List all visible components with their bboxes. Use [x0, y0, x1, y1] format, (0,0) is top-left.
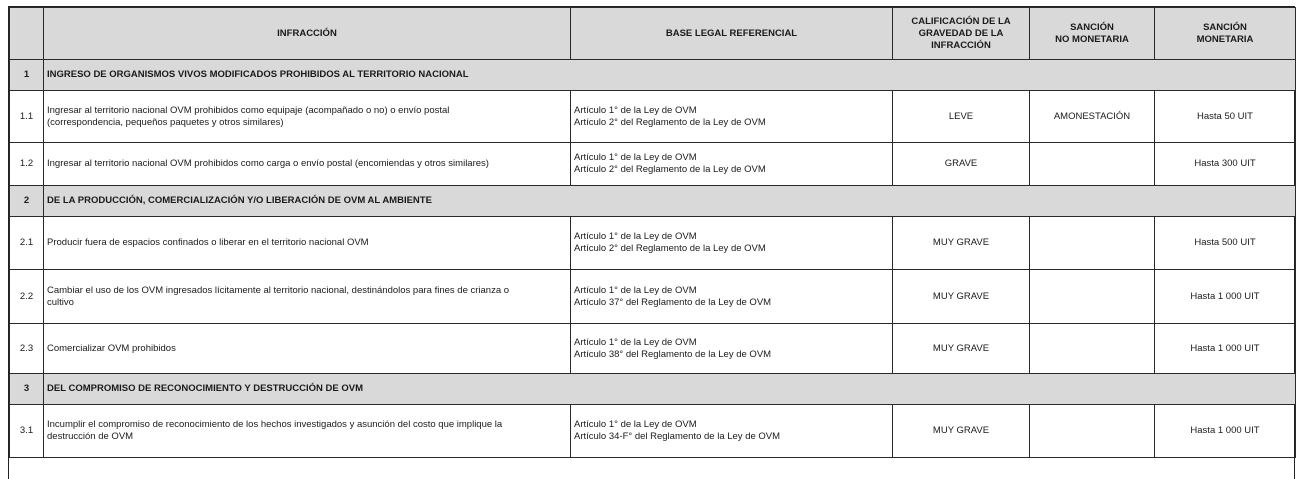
row-base-legal-line1: Artículo 1° de la Ley de OVM — [574, 152, 697, 163]
row-gravedad: MUY GRAVE — [893, 270, 1030, 324]
row-number: 1.2 — [10, 143, 44, 186]
section-title: DE LA PRODUCCIÓN, COMERCIALIZACIÓN Y/O LIBERACIÓN DE OVM AL AMBIENTE — [44, 186, 1296, 217]
row-infraccion — [44, 143, 571, 186]
table-row — [10, 217, 1296, 270]
section-title: INGRESO DE ORGANISMOS VIVOS MODIFICADOS PROHIBIDOS AL TERRITORIO NACIONAL — [44, 60, 1296, 91]
row-sancion-monetaria: Hasta 500 UIT — [1155, 217, 1296, 270]
row-base-legal-line1: Artículo 1° de la Ley de OVM — [574, 231, 697, 242]
header-base-legal: BASE LEGAL REFERENCIAL — [571, 8, 893, 60]
header-calificacion-line2: GRAVEDAD DE LA — [918, 27, 1004, 39]
infractions-table — [9, 7, 1296, 458]
row-sancion-no-monetaria — [1030, 270, 1155, 324]
row-sancion-no-monetaria — [1030, 143, 1155, 186]
row-base-legal — [571, 405, 893, 458]
row-sancion-no-monetaria — [1030, 405, 1155, 458]
row-gravedad: MUY GRAVE — [893, 405, 1030, 458]
table-row — [10, 324, 1296, 374]
section-row — [10, 186, 1296, 217]
row-sancion-monetaria: Hasta 50 UIT — [1155, 91, 1296, 143]
header-row — [10, 8, 1296, 60]
row-sancion-monetaria: Hasta 300 UIT — [1155, 143, 1296, 186]
row-gravedad: MUY GRAVE — [893, 217, 1030, 270]
row-base-legal — [571, 143, 893, 186]
row-infraccion-line1: Ingresar al territorio nacional OVM prohibidos como carga o envío postal (encomiendas y otros similares) — [47, 158, 489, 169]
section-number: 2 — [10, 186, 44, 217]
row-sancion-monetaria: Hasta 1 000 UIT — [1155, 270, 1296, 324]
header-sancion-m-line2: MONETARIA — [1196, 33, 1254, 45]
row-infraccion-line1: Incumplir el compromiso de reconocimiento de los hechos investigados y asunción del costo que implique la — [47, 419, 503, 430]
row-infraccion-line2: cultivo — [47, 296, 74, 308]
row-base-legal-line1: Artículo 1° de la Ley de OVM — [574, 419, 697, 430]
row-base-legal-line2: Artículo 2° del Reglamento de la Ley de OVM — [574, 243, 766, 254]
row-gravedad: GRAVE — [893, 143, 1030, 186]
header-sancion-no-monetaria — [1030, 8, 1155, 60]
row-infraccion — [44, 405, 571, 458]
row-base-legal-line1: Artículo 1° de la Ley de OVM — [574, 284, 697, 296]
row-infraccion-line2: destrucción de OVM — [47, 431, 134, 442]
row-infraccion — [44, 217, 571, 270]
row-infraccion — [44, 91, 571, 143]
row-number: 2.2 — [10, 270, 44, 324]
row-number: 1.1 — [10, 91, 44, 143]
row-infraccion — [44, 324, 571, 374]
row-base-legal-line2: Artículo 2° del Reglamento de la Ley de OVM — [574, 116, 766, 128]
table-row — [10, 143, 1296, 186]
table-row — [10, 405, 1296, 458]
row-infraccion-line1: Comercializar OVM prohibidos — [47, 342, 176, 354]
row-gravedad: MUY GRAVE — [893, 324, 1030, 374]
row-base-legal — [571, 217, 893, 270]
row-sancion-monetaria: Hasta 1 000 UIT — [1155, 324, 1296, 374]
row-infraccion-line1: Ingresar al territorio nacional OVM prohibidos como equipaje (acompañado o no) o envío postal — [47, 104, 450, 116]
row-number: 2.1 — [10, 217, 44, 270]
row-base-legal-line2: Artículo 38° del Reglamento de la Ley de OVM — [574, 348, 772, 360]
header-sancion-nm-line2: NO MONETARIA — [1055, 33, 1129, 45]
header-calificacion-line3: INFRACCIÓN — [931, 39, 991, 51]
row-base-legal-line2: Artículo 2° del Reglamento de la Ley de OVM — [574, 164, 766, 175]
table-row — [10, 270, 1296, 324]
header-calificacion — [893, 8, 1030, 60]
row-base-legal-line1: Artículo 1° de la Ley de OVM — [574, 104, 697, 116]
row-number: 3.1 — [10, 405, 44, 458]
section-title: DEL COMPROMISO DE RECONOCIMIENTO Y DESTRUCCIÓN DE OVM — [44, 374, 1296, 405]
row-sancion-no-monetaria: AMONESTACIÓN — [1030, 91, 1155, 143]
header-sancion-m-line1: SANCIÓN — [1203, 21, 1247, 33]
table-row — [10, 91, 1296, 143]
row-gravedad: LEVE — [893, 91, 1030, 143]
header-sancion-monetaria — [1155, 8, 1296, 60]
header-infraccion: INFRACCIÓN — [44, 8, 571, 60]
row-base-legal-line2: Artículo 37° del Reglamento de la Ley de OVM — [574, 296, 772, 308]
row-infraccion-line1: Producir fuera de espacios confinados o liberar en el territorio nacional OVM — [47, 237, 369, 248]
row-sancion-monetaria: Hasta 1 000 UIT — [1155, 405, 1296, 458]
row-base-legal — [571, 270, 893, 324]
row-infraccion — [44, 270, 571, 324]
row-infraccion-line1: Cambiar el uso de los OVM ingresados lícitamente al territorio nacional, destinándolos para fines de crianza o — [47, 284, 510, 296]
section-number: 3 — [10, 374, 44, 405]
row-base-legal — [571, 324, 893, 374]
header-number — [10, 8, 44, 60]
row-number: 2.3 — [10, 324, 44, 374]
section-row — [10, 60, 1296, 91]
header-sancion-nm-line1: SANCIÓN — [1070, 21, 1114, 33]
row-sancion-no-monetaria — [1030, 217, 1155, 270]
row-base-legal-line2: Artículo 34-F° del Reglamento de la Ley de OVM — [574, 431, 781, 442]
row-base-legal-line1: Artículo 1° de la Ley de OVM — [574, 336, 697, 348]
row-base-legal — [571, 91, 893, 143]
section-number: 1 — [10, 60, 44, 91]
row-sancion-no-monetaria — [1030, 324, 1155, 374]
section-row — [10, 374, 1296, 405]
row-infraccion-line2: (correspondencia, pequeños paquetes y otros similares) — [47, 116, 284, 128]
header-calificacion-line1: CALIFICACIÓN DE LA — [911, 15, 1011, 27]
